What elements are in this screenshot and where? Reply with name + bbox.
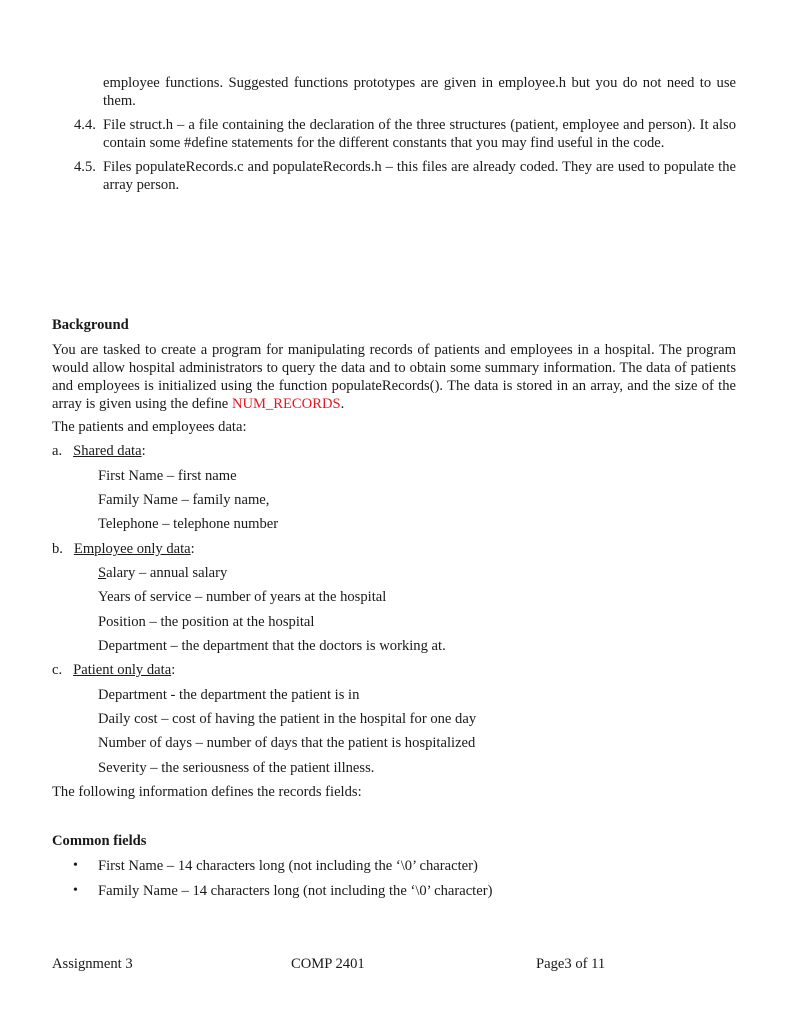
list-letter: a. [52,443,63,459]
employee-field: Department – the department that the doctors is working at. [98,638,446,654]
background-paragraph [52,341,736,413]
employee-field-salary [98,564,227,582]
footer-page-number: Page3 of 11 [536,956,606,972]
employee-data-heading [52,540,195,558]
common-fields-heading: Common fields [52,833,147,849]
patient-field: Daily cost – cost of having the patient in the hospital for one day [98,711,477,727]
employee-data-title: Employee only data [73,541,191,557]
colon: : [171,662,176,678]
list-letter: b. [52,541,63,557]
employee-field: Position – the position at the hospital [98,614,315,630]
numbered-list [0,74,791,200]
list-letter: c. [52,662,63,678]
list-continuation: employee functions. Suggested functions prototypes are given in employee.h but you do not need to use them. [103,75,736,109]
patient-data-heading [52,661,175,679]
footer-left: Assignment 3 [52,956,133,972]
colon: : [141,443,146,459]
data-intro: The patients and employees data: [52,419,247,435]
patient-field: Number of days – number of days that the patient is hospitalized [98,735,476,751]
bullet-icon: • [73,883,78,898]
employee-field: Years of service – number of years at the hospital [98,589,387,605]
shared-field: Family Name – family name, [98,492,270,508]
salary-rest: alary – annual salary [106,565,228,581]
shared-data-title: Shared data [73,443,142,459]
patient-field: Department - the department the patient is in [98,687,360,703]
patient-field: Severity – the seriousness of the patient illness. [98,760,375,776]
shared-field: Telephone – telephone number [98,516,279,532]
common-field: First Name – 14 characters long (not including the ‘\0’ character) [98,858,478,874]
shared-data-heading [52,442,146,460]
fields-intro: The following information defines the records fields: [52,784,362,800]
list-number: 4.5. [74,159,96,175]
list-item-text: File struct.h – a file containing the declaration of the three structures (patient, employee and person). It also contain some #define statements for the different constants that you may find useful in the code. [103,117,736,151]
salary-initial: S [98,565,107,581]
list-item-4-4 [0,116,736,152]
list-item-4-5 [0,158,736,194]
list-number: 4.4. [74,117,96,133]
patient-data-title: Patient only data [73,662,172,678]
num-records-define: NUM_RECORDS [231,396,341,412]
colon: : [190,541,195,557]
common-field: Family Name – 14 characters long (not including the ‘\0’ character) [98,883,493,899]
list-item-text: Files populateRecords.c and populateRecords.h – this files are already coded. They are used to populate the array person. [103,159,736,193]
background-text: You are tasked to create a program for manipulating records of patients and employees in a hospital. The program would allow hospital administrators to query the data and to obtain some summary information. The data of patients and employees is initialized using the function populateRecords(). The data is stored in an array, and the size of the array is given using the define [52,342,736,412]
background-heading: Background [52,317,129,333]
bullet-icon: • [73,858,78,873]
background-text-end: . [340,396,345,412]
footer-center: COMP 2401 [291,956,365,972]
shared-field: First Name – first name [98,468,237,484]
